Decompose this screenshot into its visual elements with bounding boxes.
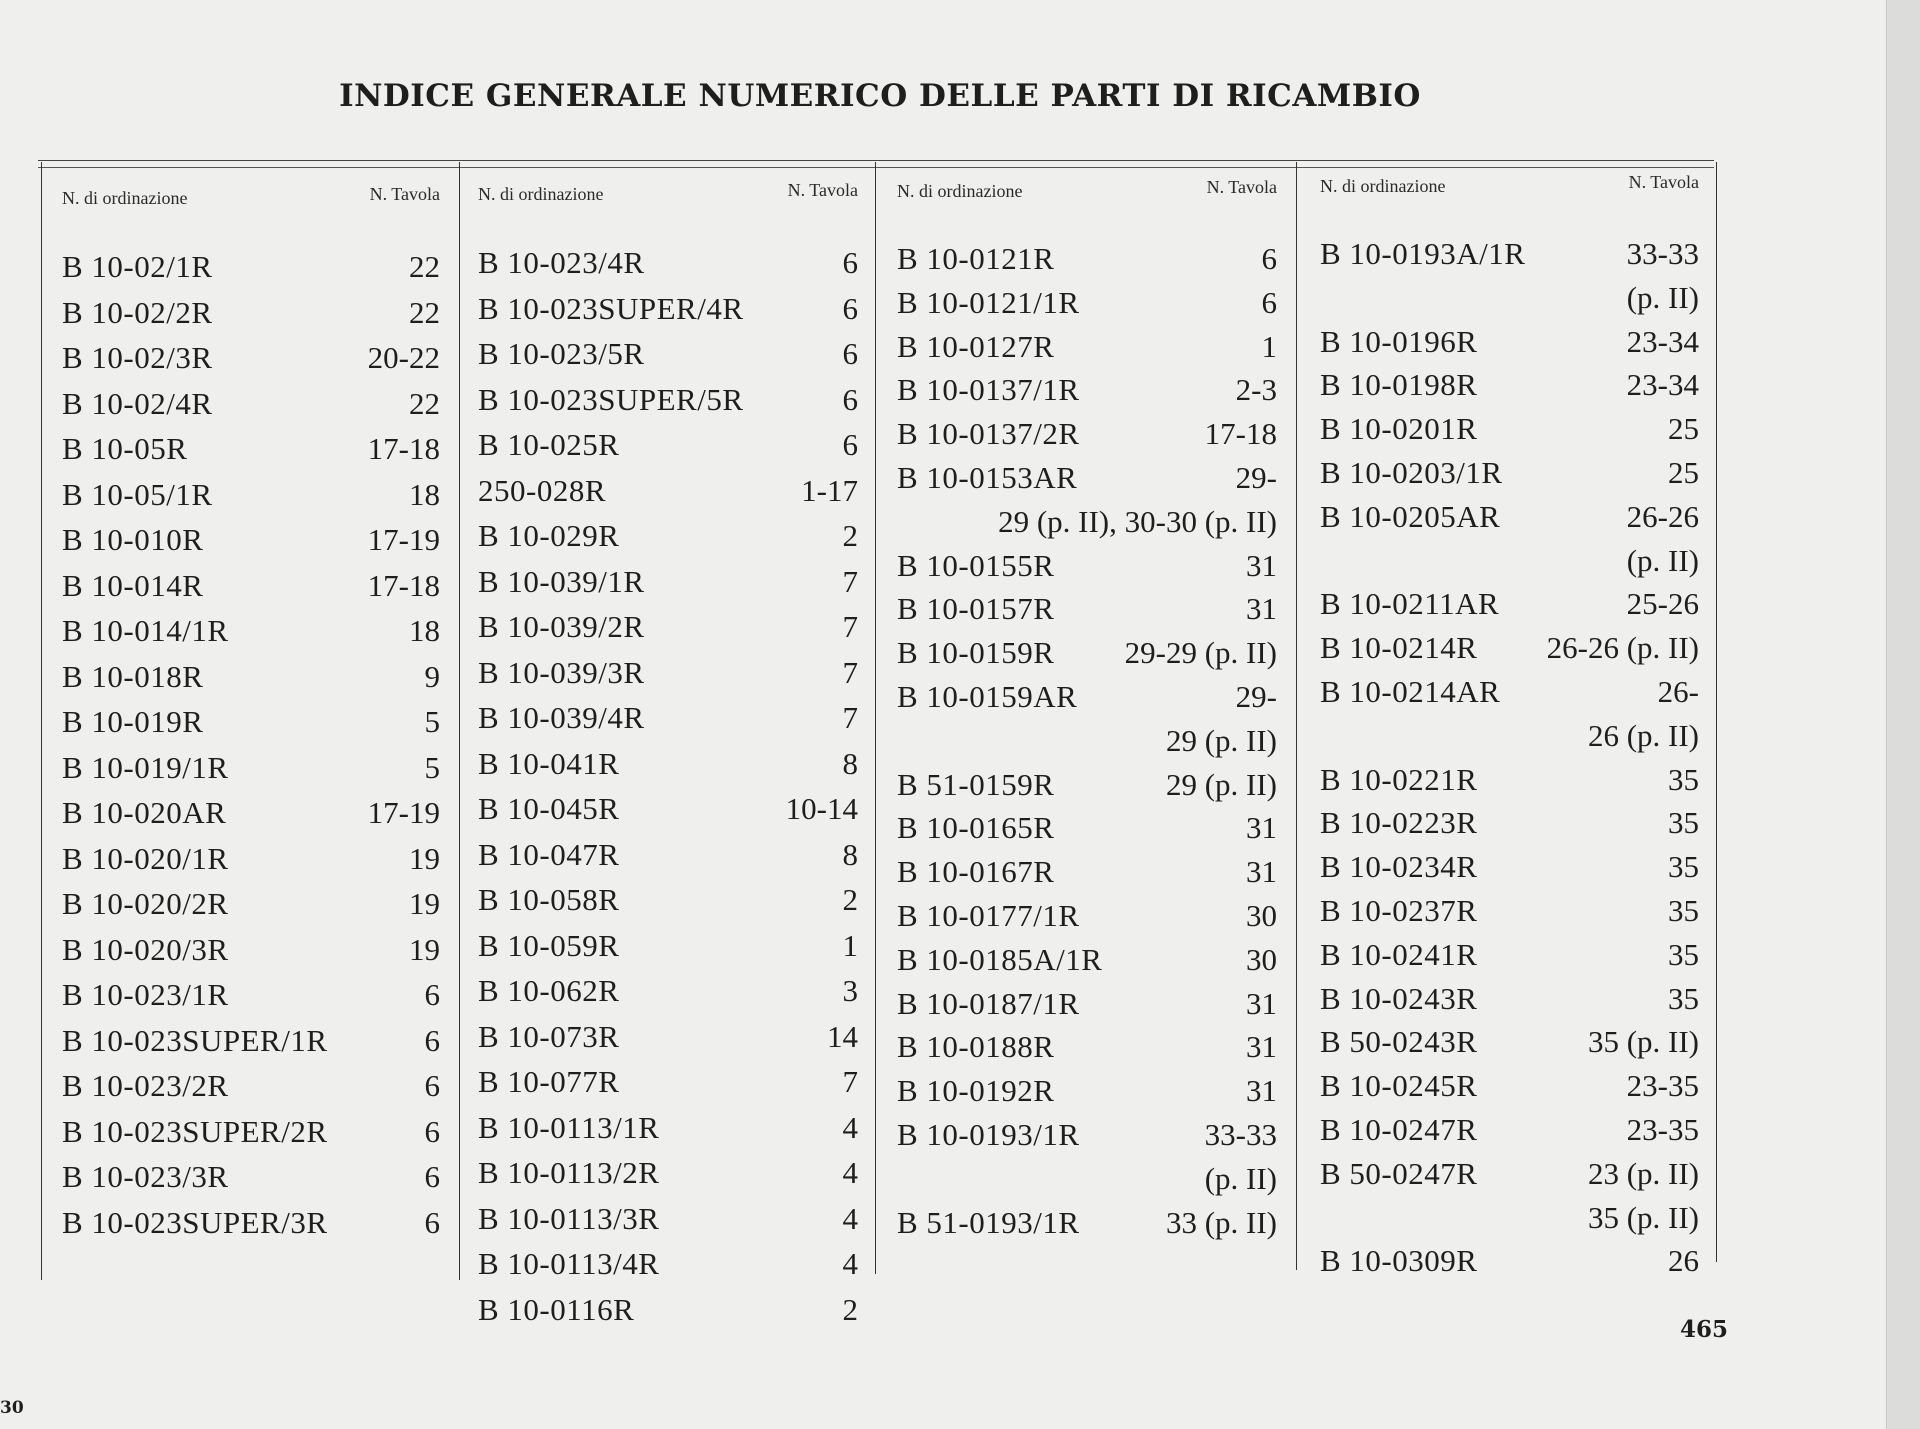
table-reference: 2 <box>842 882 858 917</box>
table-reference: 25 <box>1668 454 1699 490</box>
column-divider <box>1716 162 1717 1262</box>
table-reference: 19 <box>409 931 440 967</box>
part-order-number: B 10-039/3R <box>478 654 645 690</box>
index-row <box>1320 1239 1699 1283</box>
column-header <box>1320 164 1699 194</box>
index-row <box>1320 889 1699 933</box>
table-reference: 10-14 <box>785 791 858 826</box>
table-reference: 4 <box>842 1246 858 1281</box>
table-reference: 29- <box>1235 678 1277 714</box>
page-edge <box>1886 0 1920 1429</box>
part-order-number: B 10-023/3R <box>62 1159 229 1194</box>
part-order-number: B 10-0159AR <box>897 678 1078 714</box>
index-row <box>62 1200 440 1246</box>
part-order-number: B 10-0187/1R <box>897 985 1080 1021</box>
column-header <box>62 176 440 206</box>
table-reference: 35 <box>1668 805 1699 841</box>
part-order-number: B 10-0121R <box>897 241 1055 276</box>
index-row <box>478 559 858 605</box>
index-row <box>62 517 440 563</box>
table-reference: 26 <box>1668 1243 1699 1279</box>
table-reference: 17-18 <box>367 567 440 603</box>
index-row <box>62 1154 440 1200</box>
table-reference: 26 (p. II) <box>1587 717 1699 753</box>
part-order-number: B 10-0177/1R <box>897 897 1080 933</box>
table-reference: 35 (p. II) <box>1587 1199 1699 1235</box>
part-order-number: B 10-0185A/1R <box>897 941 1103 977</box>
table-reference: 33-33 <box>1204 1116 1277 1152</box>
index-row <box>1320 977 1699 1021</box>
part-order-number: B 10-023/5R <box>478 336 645 371</box>
order-number-label: N. di ordinazione <box>1320 176 1446 196</box>
top-rule <box>38 160 1714 161</box>
index-row <box>1320 1108 1699 1152</box>
index-rows <box>1320 232 1699 1283</box>
part-order-number: B 10-023/4R <box>478 245 645 280</box>
table-reference: 29 (p. II) <box>1165 766 1277 802</box>
table-reference: 6 <box>424 1113 440 1149</box>
table-reference: 7 <box>842 654 858 690</box>
index-row <box>897 544 1277 588</box>
index-row <box>62 563 440 609</box>
index-row <box>62 1063 440 1109</box>
order-number-label: N. di ordinazione <box>62 188 188 208</box>
table-reference: 7 <box>842 563 858 599</box>
part-order-number: B 10-0211AR <box>1320 586 1500 622</box>
index-row <box>1320 539 1699 583</box>
index-row <box>62 881 440 927</box>
index-row <box>62 745 440 791</box>
index-row <box>1320 232 1699 276</box>
column-divider <box>1296 162 1297 1270</box>
index-row <box>897 675 1277 719</box>
index-row <box>897 412 1277 456</box>
part-order-number: B 10-0247R <box>1320 1111 1478 1147</box>
part-order-number: B 10-0214AR <box>1320 673 1501 709</box>
index-row <box>897 500 1277 544</box>
page-title: INDICE GENERALE NUMERICO DELLE PARTI DI RICAMBIO <box>339 78 1421 114</box>
index-row <box>478 422 858 468</box>
index-row <box>897 1025 1277 1069</box>
part-order-number: B 10-039/1R <box>478 563 645 599</box>
index-rows <box>897 237 1277 1244</box>
table-reference: 22 <box>409 385 440 421</box>
index-row <box>897 982 1277 1026</box>
table-reference: 29 (p. II) <box>1165 722 1277 758</box>
table-reference: 23-34 <box>1626 323 1699 359</box>
part-order-number: B 10-02/1R <box>62 249 213 284</box>
table-reference: 33-33 <box>1626 236 1699 271</box>
index-row <box>1320 1196 1699 1240</box>
table-reference: 6 <box>424 977 440 1012</box>
index-row <box>897 456 1277 500</box>
table-reference: 6 <box>424 1159 440 1194</box>
index-row <box>478 1014 858 1060</box>
part-order-number: B 50-0243R <box>1320 1024 1478 1060</box>
part-order-number: B 10-0198R <box>1320 367 1478 403</box>
part-order-number: B 10-077R <box>478 1064 620 1099</box>
table-reference: 7 <box>842 700 858 735</box>
table-reference: 8 <box>842 836 858 872</box>
column-header <box>897 169 1277 199</box>
index-row <box>478 741 858 787</box>
index-row <box>897 368 1277 412</box>
part-order-number: B 10-02/2R <box>62 294 213 330</box>
corner-number: 30 <box>0 1398 24 1418</box>
part-order-number: B 10-041R <box>478 745 620 781</box>
index-row <box>62 472 440 518</box>
table-reference: 30 <box>1246 941 1277 977</box>
index-row <box>897 1201 1277 1245</box>
index-row <box>1320 451 1699 495</box>
index-row <box>478 286 858 332</box>
table-reference: 35 <box>1668 761 1699 797</box>
index-row <box>478 650 858 696</box>
table-reference: 23-35 <box>1626 1068 1699 1104</box>
index-row <box>1320 1152 1699 1196</box>
index-row <box>897 237 1277 281</box>
table-reference: 14 <box>827 1018 858 1054</box>
index-row <box>478 468 858 514</box>
table-reference: 5 <box>424 704 440 739</box>
index-row <box>897 850 1277 894</box>
index-row <box>897 325 1277 369</box>
index-row <box>897 631 1277 675</box>
index-row <box>1320 582 1699 626</box>
table-number-label: N. Tavola <box>1206 177 1277 197</box>
table-reference: 17-18 <box>1204 416 1277 452</box>
index-row <box>478 1105 858 1151</box>
part-order-number: B 10-0153AR <box>897 459 1078 495</box>
index-row <box>478 968 858 1014</box>
order-number-label: N. di ordinazione <box>897 181 1023 201</box>
part-order-number: B 10-023/1R <box>62 977 229 1012</box>
table-reference: 31 <box>1246 810 1277 846</box>
table-reference: 31 <box>1246 985 1277 1021</box>
table-reference: 26-26 <box>1626 498 1699 534</box>
index-row <box>478 331 858 377</box>
index-row <box>62 790 440 836</box>
table-reference: 23 (p. II) <box>1587 1155 1699 1191</box>
table-reference: (p. II) <box>1626 542 1699 578</box>
part-order-number: B 10-0116R <box>478 1291 635 1327</box>
table-reference: 29 (p. II), 30-30 (p. II) <box>998 503 1277 539</box>
index-row <box>1320 670 1699 714</box>
table-reference: 31 <box>1246 591 1277 627</box>
table-reference: 2 <box>842 1291 858 1327</box>
part-order-number: B 10-0237R <box>1320 892 1478 928</box>
table-reference: 29- <box>1235 459 1277 495</box>
part-order-number: B 50-0247R <box>1320 1155 1478 1191</box>
table-reference: 31 <box>1246 1073 1277 1109</box>
table-reference: 26- <box>1657 673 1699 709</box>
table-reference: 35 <box>1668 936 1699 972</box>
part-order-number: B 10-0243R <box>1320 980 1478 1016</box>
part-order-number: B 10-023SUPER/3R <box>62 1204 328 1240</box>
index-row <box>1320 714 1699 758</box>
part-order-number: B 10-0214R <box>1320 630 1478 666</box>
index-row <box>478 786 858 832</box>
index-row <box>897 806 1277 850</box>
index-row <box>1320 407 1699 451</box>
table-reference: 6 <box>1261 284 1277 320</box>
index-row <box>1320 363 1699 407</box>
part-order-number: B 10-0203/1R <box>1320 454 1503 490</box>
part-order-number: B 10-0137/1R <box>897 372 1080 408</box>
table-reference: 30 <box>1246 897 1277 933</box>
table-reference: 35 (p. II) <box>1587 1024 1699 1060</box>
table-reference: 6 <box>424 1022 440 1058</box>
index-row <box>1320 758 1699 802</box>
part-order-number: B 10-05R <box>62 431 188 466</box>
table-reference: 4 <box>842 1109 858 1145</box>
part-order-number: B 10-020/3R <box>62 931 229 967</box>
part-order-number: B 10-073R <box>478 1018 620 1054</box>
table-reference: 6 <box>842 381 858 417</box>
table-reference: 29-29 (p. II) <box>1124 635 1277 671</box>
part-order-number: B 10-0167R <box>897 854 1055 890</box>
table-reference: 23-35 <box>1626 1111 1699 1147</box>
part-order-number: B 10-025R <box>478 427 620 462</box>
table-reference: 17-18 <box>367 431 440 466</box>
index-row <box>62 335 440 381</box>
table-reference: 17-19 <box>367 522 440 557</box>
page-number: 465 <box>1680 1316 1729 1343</box>
index-row <box>478 1059 858 1105</box>
part-order-number: B 10-02/4R <box>62 385 213 421</box>
table-reference: 22 <box>409 294 440 330</box>
part-order-number: B 10-020/1R <box>62 840 229 876</box>
table-reference: 18 <box>409 476 440 512</box>
part-order-number: B 10-0127R <box>897 328 1055 364</box>
part-order-number: B 10-023SUPER/2R <box>62 1113 328 1149</box>
index-row <box>62 1109 440 1155</box>
table-reference: 35 <box>1668 849 1699 885</box>
index-row <box>478 1196 858 1242</box>
table-reference: 6 <box>424 1068 440 1103</box>
table-reference: 6 <box>424 1204 440 1240</box>
part-order-number: B 10-0193/1R <box>897 1116 1080 1152</box>
index-row <box>1320 801 1699 845</box>
index-row <box>478 377 858 423</box>
part-order-number: B 10-019R <box>62 704 204 739</box>
part-order-number: B 10-0205AR <box>1320 498 1501 534</box>
part-order-number: B 10-0155R <box>897 547 1055 583</box>
index-row <box>478 240 858 286</box>
index-row <box>62 290 440 336</box>
table-reference: 17-19 <box>367 795 440 830</box>
part-order-number: B 10-0113/2R <box>478 1155 660 1190</box>
part-order-number: 250-028R <box>478 472 606 508</box>
part-order-number: B 10-0309R <box>1320 1243 1478 1279</box>
table-reference: 19 <box>409 840 440 876</box>
table-number-label: N. Tavola <box>1628 172 1699 192</box>
table-number-label: N. Tavola <box>787 180 858 200</box>
part-order-number: B 10-047R <box>478 836 620 872</box>
table-reference: 1 <box>1261 328 1277 364</box>
part-order-number: B 10-0137/2R <box>897 416 1080 452</box>
part-order-number: B 10-023SUPER/4R <box>478 290 744 326</box>
part-order-number: B 10-0192R <box>897 1073 1055 1109</box>
part-order-number: B 10-020AR <box>62 795 227 830</box>
part-order-number: B 10-0241R <box>1320 936 1478 972</box>
column-divider <box>459 162 460 1280</box>
table-reference: 22 <box>409 249 440 284</box>
order-number-label: N. di ordinazione <box>478 184 604 204</box>
part-order-number: B 10-058R <box>478 882 620 917</box>
part-order-number: B 10-062R <box>478 973 620 1008</box>
index-row <box>1320 933 1699 977</box>
index-row <box>478 1150 858 1196</box>
part-order-number: B 10-0223R <box>1320 805 1478 841</box>
part-order-number: B 10-018R <box>62 658 204 694</box>
part-order-number: B 10-0159R <box>897 635 1055 671</box>
table-reference: 25 <box>1668 411 1699 447</box>
table-reference: 1-17 <box>801 472 858 508</box>
index-row <box>62 654 440 700</box>
table-reference: 31 <box>1246 1029 1277 1065</box>
part-order-number: B 10-0188R <box>897 1029 1055 1065</box>
index-row <box>897 719 1277 763</box>
index-rows <box>478 240 858 1332</box>
table-reference: 35 <box>1668 980 1699 1016</box>
index-rows <box>62 244 440 1245</box>
table-reference: 31 <box>1246 547 1277 583</box>
part-order-number: B 10-045R <box>478 791 620 826</box>
table-reference: 23-34 <box>1626 367 1699 403</box>
column-divider <box>41 162 42 1280</box>
table-reference: 6 <box>1261 241 1277 276</box>
index-row <box>478 877 858 923</box>
part-order-number: B 10-020/2R <box>62 886 229 921</box>
part-order-number: B 10-0113/3R <box>478 1200 660 1236</box>
index-row <box>897 763 1277 807</box>
part-order-number: B 10-029R <box>478 518 620 553</box>
table-reference: 1 <box>842 927 858 963</box>
table-reference: 7 <box>842 1064 858 1099</box>
column-header <box>478 172 858 202</box>
table-reference: 5 <box>424 749 440 785</box>
index-row <box>1320 276 1699 320</box>
index-row <box>1320 320 1699 364</box>
index-row <box>62 608 440 654</box>
index-row <box>478 832 858 878</box>
table-reference: 2 <box>842 518 858 553</box>
index-row <box>62 972 440 1018</box>
index-row <box>62 244 440 290</box>
part-order-number: B 10-0157R <box>897 591 1055 627</box>
part-order-number: B 10-0234R <box>1320 849 1478 885</box>
part-order-number: B 10-023/2R <box>62 1068 229 1103</box>
index-row <box>897 1157 1277 1201</box>
table-reference: 35 <box>1668 892 1699 928</box>
table-reference: 31 <box>1246 854 1277 890</box>
part-order-number: B 10-02/3R <box>62 340 213 375</box>
table-reference: 7 <box>842 609 858 644</box>
part-order-number: B 51-0193/1R <box>897 1204 1080 1240</box>
index-row <box>478 604 858 650</box>
table-reference: 26-26 (p. II) <box>1546 630 1699 666</box>
index-row <box>62 927 440 973</box>
index-row <box>897 938 1277 982</box>
table-reference: 8 <box>842 745 858 781</box>
table-reference: 6 <box>842 336 858 371</box>
index-row <box>62 699 440 745</box>
index-row <box>478 1241 858 1287</box>
part-order-number: B 10-014/1R <box>62 613 229 648</box>
table-reference: 4 <box>842 1200 858 1236</box>
table-reference: 9 <box>424 658 440 694</box>
index-row <box>1320 495 1699 539</box>
part-order-number: B 10-0165R <box>897 810 1055 846</box>
part-order-number: B 10-0245R <box>1320 1068 1478 1104</box>
part-order-number: B 10-023SUPER/5R <box>478 381 744 417</box>
part-order-number: B 10-039/2R <box>478 609 645 644</box>
index-row <box>62 1018 440 1064</box>
index-row <box>1320 626 1699 670</box>
table-reference: 20-22 <box>367 340 440 375</box>
table-reference: (p. II) <box>1626 279 1699 315</box>
index-row <box>478 923 858 969</box>
index-row <box>478 513 858 559</box>
part-order-number: B 10-0121/1R <box>897 284 1080 320</box>
index-row <box>897 1069 1277 1113</box>
part-order-number: B 10-0201R <box>1320 411 1478 447</box>
part-order-number: B 10-023SUPER/1R <box>62 1022 328 1058</box>
part-order-number: B 51-0159R <box>897 766 1055 802</box>
index-row <box>1320 845 1699 889</box>
table-reference: 4 <box>842 1155 858 1190</box>
index-row <box>478 1287 858 1333</box>
part-order-number: B 10-019/1R <box>62 749 229 785</box>
table-reference: 33 (p. II) <box>1165 1204 1277 1240</box>
table-reference: 6 <box>842 290 858 326</box>
table-reference: (p. II) <box>1204 1160 1277 1196</box>
part-order-number: B 10-0193A/1R <box>1320 236 1526 271</box>
index-row <box>62 426 440 472</box>
part-order-number: B 10-0196R <box>1320 323 1478 359</box>
table-reference: 19 <box>409 886 440 921</box>
index-row <box>62 381 440 427</box>
part-order-number: B 10-0221R <box>1320 761 1478 797</box>
part-order-number: B 10-059R <box>478 927 620 963</box>
index-row <box>478 695 858 741</box>
index-row <box>897 1113 1277 1157</box>
index-row <box>897 587 1277 631</box>
table-reference: 25-26 <box>1626 586 1699 622</box>
part-order-number: B 10-0113/4R <box>478 1246 660 1281</box>
table-reference: 6 <box>842 427 858 462</box>
table-reference: 2-3 <box>1235 372 1277 408</box>
table-reference: 18 <box>409 613 440 648</box>
table-reference: 3 <box>842 973 858 1008</box>
column-divider <box>875 162 876 1274</box>
index-row <box>897 281 1277 325</box>
part-order-number: B 10-05/1R <box>62 476 213 512</box>
table-number-label: N. Tavola <box>369 184 440 204</box>
table-reference: 6 <box>842 245 858 280</box>
part-order-number: B 10-014R <box>62 567 204 603</box>
index-row <box>897 894 1277 938</box>
part-order-number: B 10-0113/1R <box>478 1109 660 1145</box>
index-row <box>1320 1020 1699 1064</box>
index-row <box>1320 1064 1699 1108</box>
index-row <box>62 836 440 882</box>
part-order-number: B 10-039/4R <box>478 700 645 735</box>
part-order-number: B 10-010R <box>62 522 204 557</box>
